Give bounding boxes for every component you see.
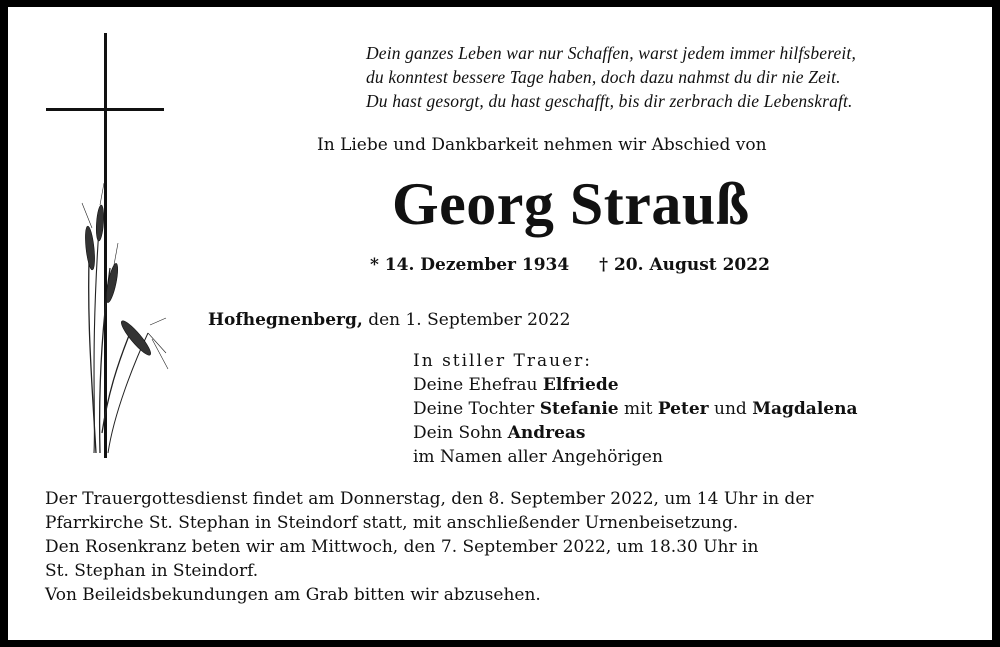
poem-line: du konntest bessere Tage haben, doch dazu nahmst du dir nie Zeit. <box>366 67 841 87</box>
poem-line: Dein ganzes Leben war nur Schaffen, warst jedem immer hilfsbereit, <box>366 43 856 63</box>
announcement-date: den 1. September 2022 <box>368 310 571 330</box>
mourner-name: Elfriede <box>542 375 619 395</box>
service-line: Pfarrkirche St. Stephan in Steindorf statt, mit anschließender Urnenbeisetzung. <box>45 513 739 533</box>
relation-label: Dein Sohn <box>413 423 503 443</box>
cross-with-wheat-icon <box>38 33 178 463</box>
service-line: Von Beileidsbekundungen am Grab bitten wir abzusehen. <box>45 585 541 605</box>
relation-label: Deine Tochter <box>413 399 535 419</box>
place-date <box>208 308 570 332</box>
death-date: † 20. August 2022 <box>599 255 770 275</box>
place-name: Hofhegnenberg, <box>208 310 363 330</box>
service-info <box>45 487 975 607</box>
connector-word: und <box>714 399 747 419</box>
life-dates <box>370 253 770 277</box>
connector-word: mit <box>624 399 653 419</box>
mourners-header: In stiller Trauer: <box>413 351 592 371</box>
mourner-name: Andreas <box>507 423 586 443</box>
service-line: Den Rosenkranz beten wir am Mittwoch, den 7. September 2022, um 18.30 Uhr in <box>45 537 759 557</box>
mourner-line: im Namen aller Angehörigen <box>413 447 663 467</box>
mourner-line <box>413 397 857 421</box>
deceased-name: Georg Strauß <box>392 171 750 237</box>
service-line: Der Trauergottesdienst findet am Donnerstag, den 8. September 2022, um 14 Uhr in der <box>45 489 814 509</box>
mourners-list <box>413 349 857 469</box>
mourner-line <box>413 421 857 445</box>
birth-date: * 14. Dezember 1934 <box>370 255 570 275</box>
obituary-card <box>8 7 992 640</box>
mourner-line <box>413 373 857 397</box>
poem <box>366 41 976 113</box>
mourner-name: Stefanie <box>539 399 619 419</box>
mourner-name: Peter <box>657 399 709 419</box>
relation-label: Deine Ehefrau <box>413 375 538 395</box>
poem-line: Du hast gesorgt, du hast geschafft, bis dir zerbrach die Lebenskraft. <box>366 91 853 111</box>
mourner-name: Magdalena <box>752 399 858 419</box>
service-line: St. Stephan in Steindorf. <box>45 561 259 581</box>
intro-text: In Liebe und Dankbarkeit nehmen wir Abschied von <box>317 135 767 155</box>
